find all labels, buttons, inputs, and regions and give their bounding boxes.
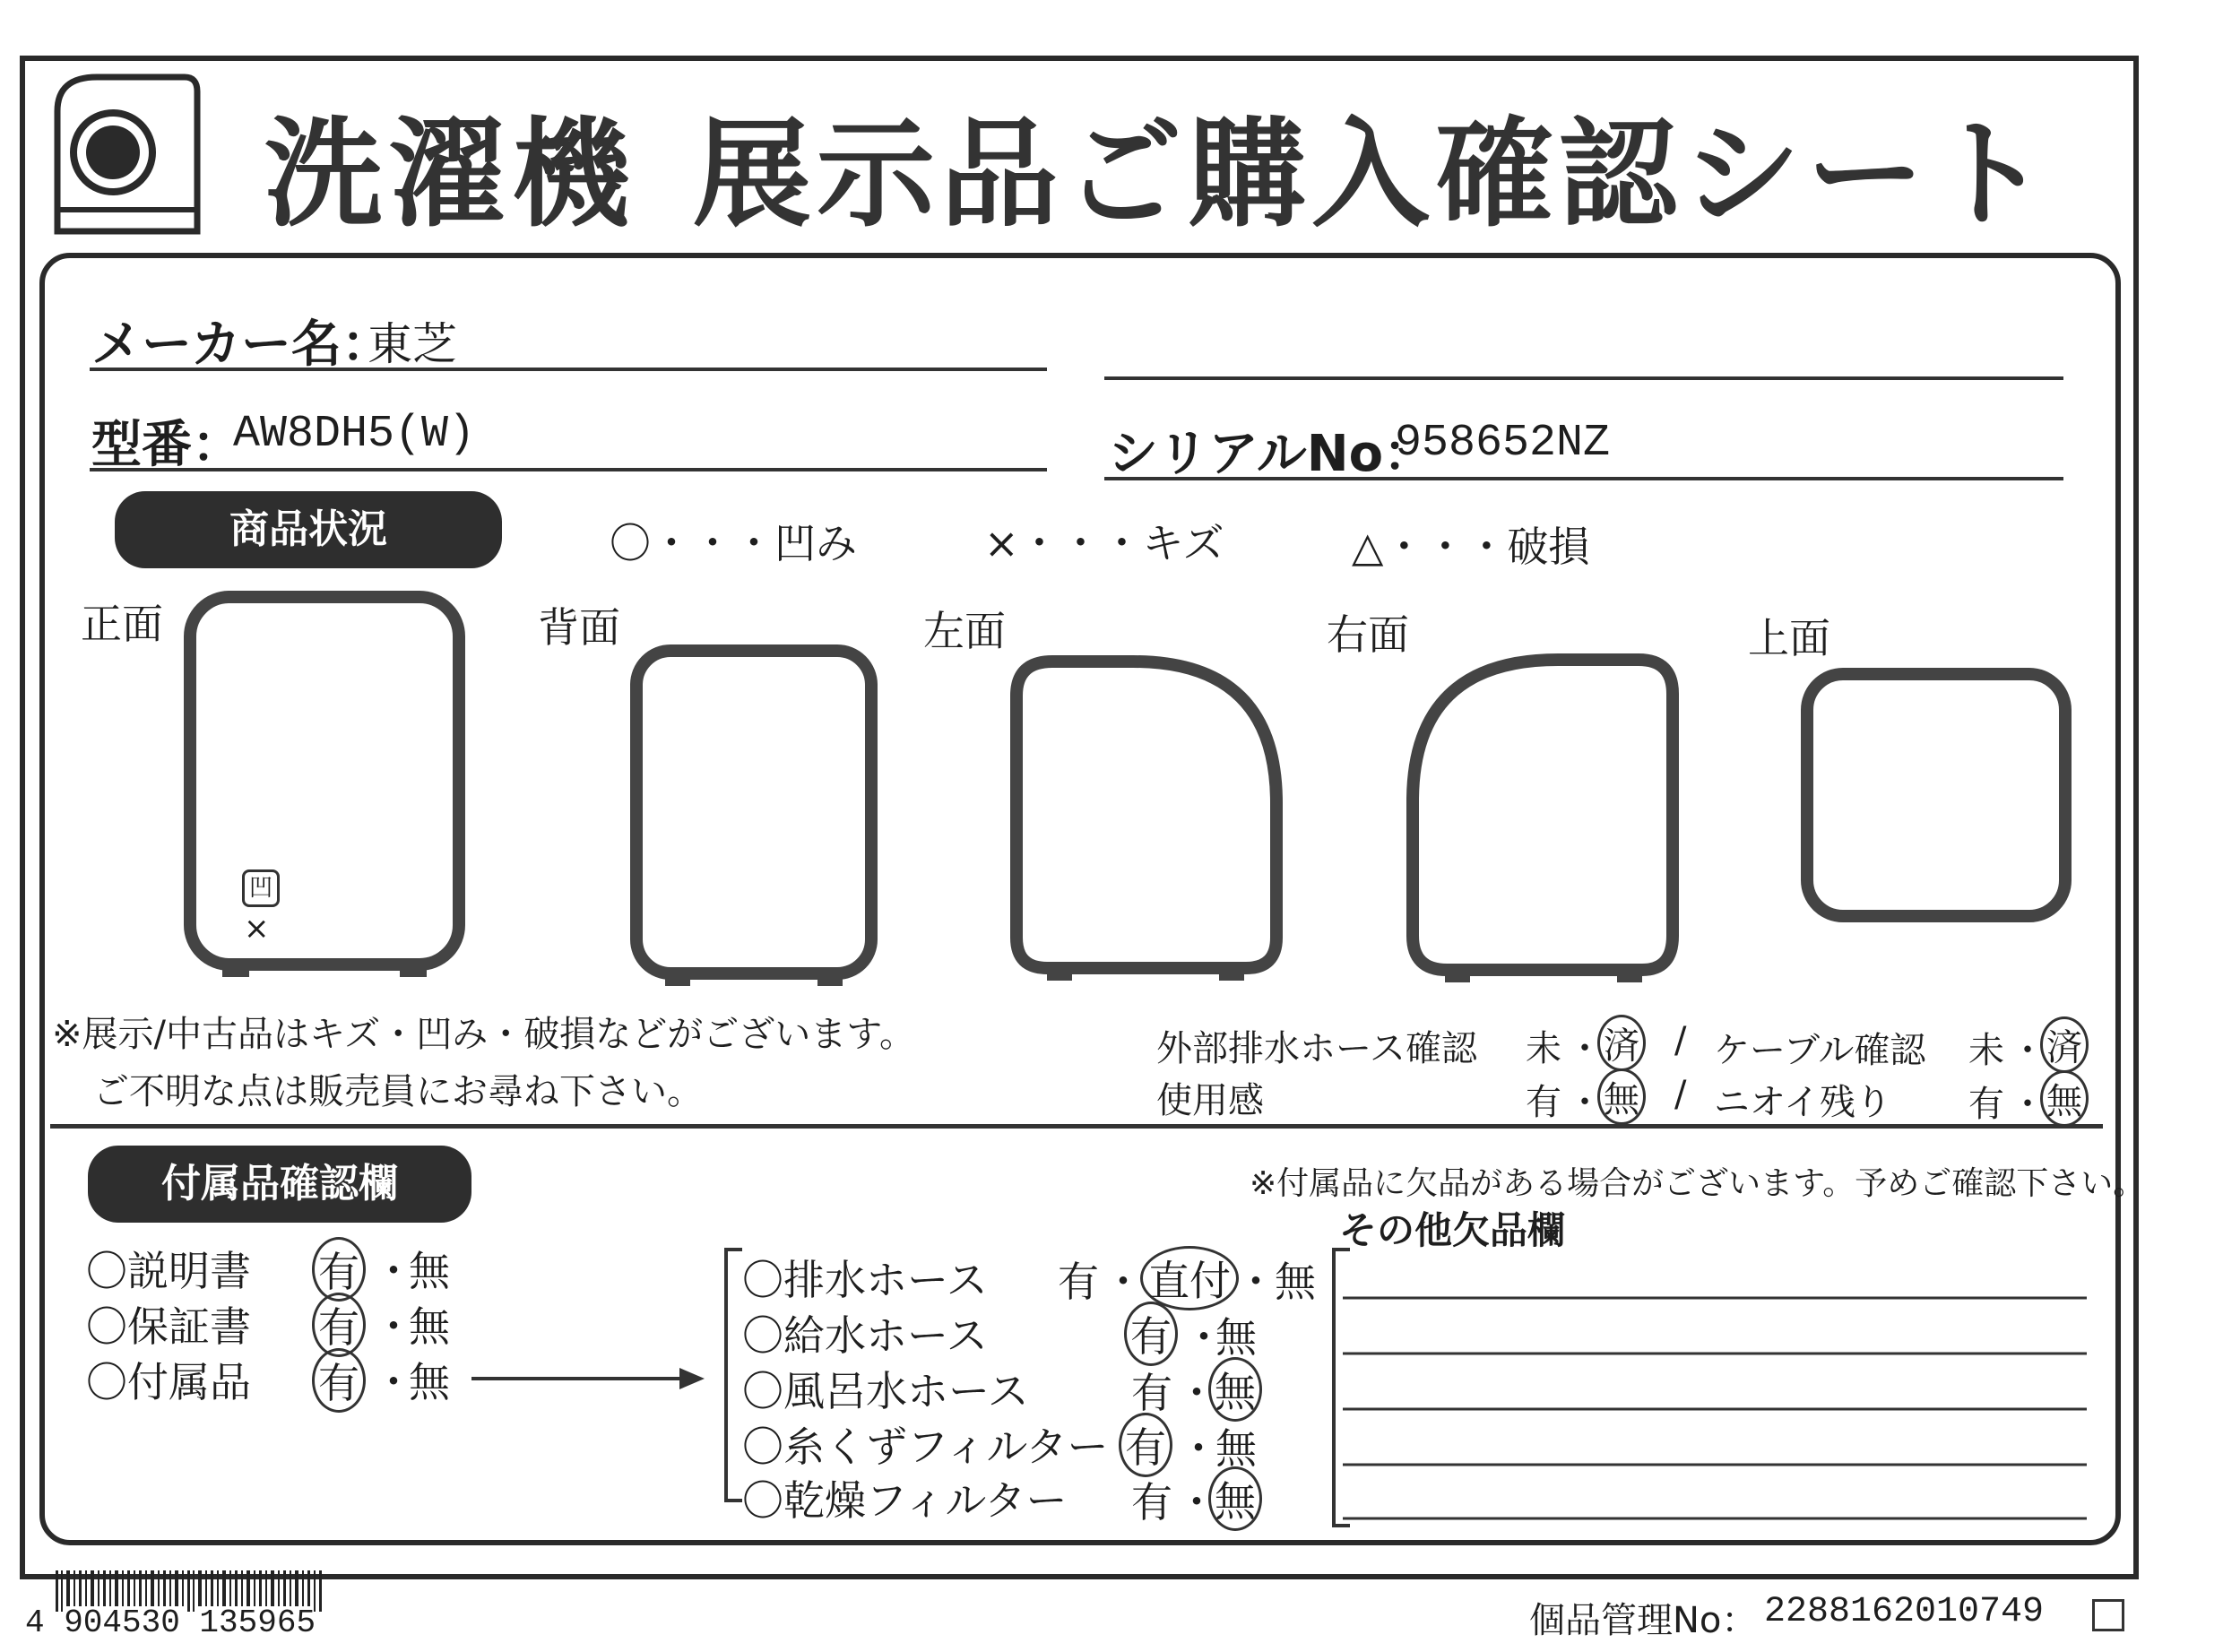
check-drain-label: 外部排水ホース確認 [1156,1028,1477,1069]
notice-line1: ※展示/中古品はキズ・凹み・破損などがございます。 [52,1014,915,1055]
blank-underline [1104,376,2063,380]
page-title [264,79,2111,249]
acc-drain-hose-opt1: 有 [1058,1258,1099,1306]
back-view-diagram [627,642,880,993]
acc-manual-opt2: 無 [409,1247,450,1295]
acc-warranty-opt2: 無 [409,1302,450,1351]
serial-underline [1104,477,2063,480]
barcode-number: 4 904530 135965 [25,1604,316,1641]
check-slash-1: / [1674,1020,1687,1061]
acc-dry-filter-sep: ・ [1176,1478,1217,1527]
acc-drain-hose-sep2: ・ [1235,1258,1276,1306]
acc-water-hose-opt2: 無 [1215,1313,1257,1362]
title-part2: 展示品ご購入確認シート [693,106,2054,244]
check-cable-opt1: 未 [1968,1030,2004,1071]
model-label: 型番： [91,416,242,474]
check-usage-opt1: 有 [1526,1082,1561,1123]
acc-water-hose-opt1: 有 [1124,1302,1178,1366]
view-label-left: 左面 [923,607,1006,655]
check-usage-sep: ・ [1567,1082,1603,1123]
acc-lint-filter-label: 〇糸くずフィルター [742,1423,1109,1471]
check-drain-sep: ・ [1567,1028,1603,1069]
title-part1: 洗濯機 [264,106,636,244]
legend-scratch: ×・・・キズ [984,519,1224,567]
acc-dry-filter-opt1: 有 [1131,1478,1172,1527]
serial-label: シリアルNo： [1108,425,1434,483]
maker-label: メーカー名： [91,316,392,374]
scratch-mark: × [244,911,270,947]
other-missing-lines [1330,1246,2092,1533]
acc-lint-filter-sep: ・ [1178,1424,1219,1473]
other-missing-title: その他欠品欄 [1339,1208,1566,1252]
acc-bath-hose-opt1: 有 [1131,1369,1172,1417]
check-drain-opt2: 済 [1597,1015,1646,1071]
check-cable-opt2: 済 [2040,1016,2089,1073]
view-label-right: 右面 [1327,610,1409,659]
accessories-note: ※付属品に欠品がある場合がございます。予めご確認下さい。 [1250,1165,2146,1202]
acc-drain-hose-sep1: ・ [1103,1258,1144,1306]
checkbox[interactable] [2092,1599,2124,1631]
check-usage-opt2: 無 [1597,1068,1646,1125]
serial-value: 958652NZ [1395,418,1611,469]
check-odor-opt1: 有 [1968,1084,2004,1125]
model-value: AW8DH5(W) [233,409,476,460]
acc-warranty-opt1: 有 [312,1293,366,1357]
left-view-diagram [1008,651,1293,995]
acc-bath-hose-sep: ・ [1176,1369,1217,1417]
check-cable-sep: ・ [2010,1030,2046,1071]
view-label-top: 上面 [1748,614,1830,662]
model-underline [90,468,1047,471]
front-view-diagram [179,588,475,990]
notice-line2: ご不明な点は販売員にお尋ね下さい。 [93,1071,703,1112]
acc-drain-hose-opt2: 直付 [1140,1246,1239,1310]
control-number-value: 2288162010749 [1764,1592,2045,1632]
acc-parts-sep: ・ [373,1358,414,1406]
acc-parts-opt2: 無 [409,1358,450,1406]
washing-machine-icon [50,66,204,246]
check-odor-label: ニオイ残り [1714,1082,1891,1123]
acc-drain-hose-opt3: 無 [1275,1258,1316,1306]
check-odor-sep: ・ [2010,1084,2046,1125]
acc-lint-filter-opt1: 有 [1119,1413,1172,1477]
acc-lint-filter-opt2: 無 [1215,1424,1257,1473]
acc-manual-sep: ・ [373,1247,414,1295]
acc-warranty-sep: ・ [373,1302,414,1351]
accessories-pill: 付属品確認欄 [88,1146,471,1223]
top-view-diagram [1798,665,2078,927]
acc-water-hose-label: 〇給水ホース [742,1311,988,1360]
acc-manual-opt1: 有 [312,1237,366,1302]
legend-dent: 〇・・・凹み [610,519,857,567]
acc-manual-label: 〇説明書 [86,1247,251,1295]
check-drain-opt1: 未 [1526,1028,1561,1069]
condition-pill: 商品状況 [115,491,502,568]
view-label-back: 背面 [538,603,620,652]
section-divider [50,1124,2103,1129]
acc-dry-filter-opt2: 無 [1208,1466,1262,1531]
acc-parts-label: 〇付属品 [86,1358,251,1406]
acc-drain-hose-label: 〇排水ホース [742,1256,988,1304]
acc-bath-hose-label: 〇風呂水ホース [742,1367,1029,1415]
check-usage-label: 使用感 [1156,1080,1264,1121]
dent-mark: 凹 [242,869,280,907]
acc-parts-opt1: 有 [312,1348,366,1413]
right-view-diagram [1398,649,1683,999]
check-odor-opt2: 無 [2040,1070,2089,1127]
arrow-right-icon [470,1361,708,1397]
view-label-front: 正面 [81,600,163,648]
maker-underline [90,368,1047,371]
control-number-label: 個品管理No： [1529,1600,1758,1641]
acc-warranty-label: 〇保証書 [86,1302,251,1351]
check-cable-label: ケーブル確認 [1714,1030,1926,1071]
acc-bath-hose-opt2: 無 [1208,1357,1262,1422]
acc-dry-filter-label: 〇乾燥フィルター [742,1476,1068,1525]
check-slash-2: / [1674,1074,1687,1115]
acc-water-hose-sep: ・ [1183,1313,1224,1362]
legend-break: △・・・破損 [1352,523,1590,571]
maker-value: 東芝 [368,318,457,370]
